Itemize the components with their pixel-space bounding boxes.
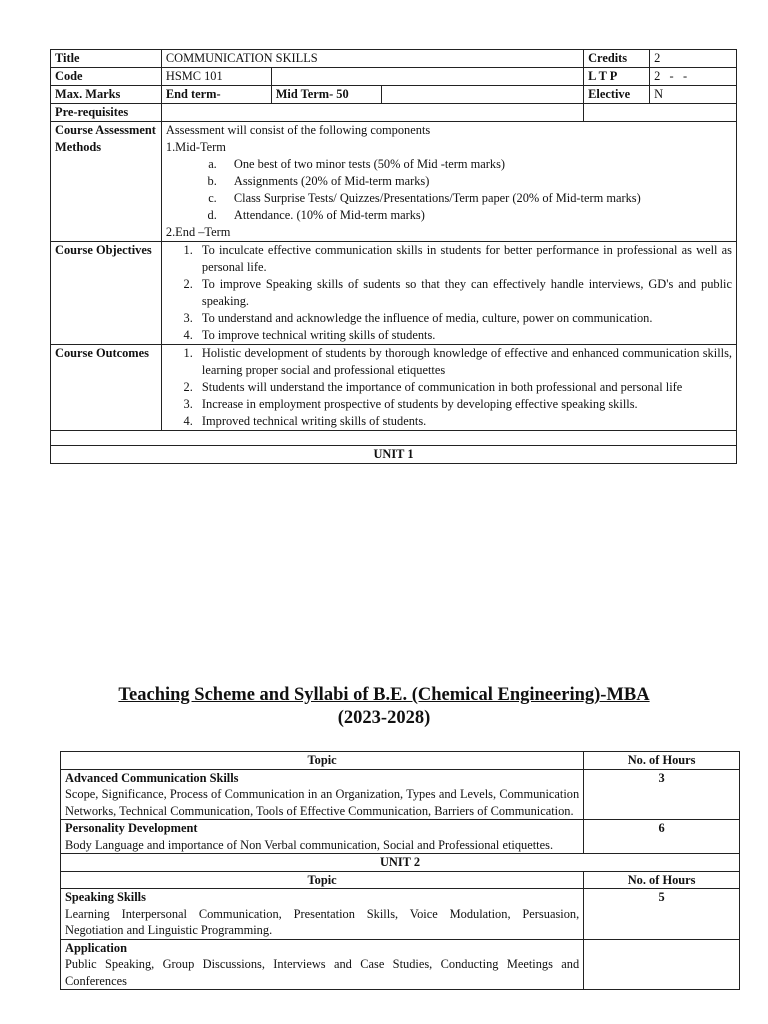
list-item: 2. Students will understand the importance of communication in both professional and personal life xyxy=(196,379,732,396)
prerequisites-empty-cell xyxy=(584,104,737,122)
list-item: 4. To improve technical writing skills of students. xyxy=(196,327,732,344)
list-item: 2. To improve Speaking skills of sudents so that they can effectively handle interviews, GD's and public speaking. xyxy=(196,276,732,310)
title-value: COMMUNICATION SKILLS xyxy=(161,50,583,68)
hours-cell: 5 xyxy=(584,889,740,940)
assessment-mid-term: 1.Mid-Term xyxy=(165,140,226,154)
list-item: 1. Holistic development of students by thorough knowledge of effective and enhanced communication skills, learning proper social and professional etiquettes xyxy=(196,345,732,379)
ltp-label: L T P xyxy=(584,68,650,86)
list-item: a. One best of two minor tests (50% of Mid -term marks) xyxy=(220,156,732,173)
title-label: Title xyxy=(51,50,162,68)
topic-description: Scope, Significance, Process of Communication in an Organization, Types and Levels, Communication Networks, Technical Communication, Tools of Effective Communication, Barriers of Communication. xyxy=(65,787,580,818)
topic-title: Personality Development xyxy=(65,821,198,835)
hours-cell: 6 xyxy=(584,820,740,854)
prerequisites-label: Pre-requisites xyxy=(51,104,162,122)
list-item: c. Class Surprise Tests/ Quizzes/Presentations/Term paper (20% of Mid-term marks) xyxy=(220,190,732,207)
table-row xyxy=(61,820,740,854)
max-marks-label: Max. Marks xyxy=(51,86,162,104)
elective-label: Elective xyxy=(584,86,650,104)
prerequisites-value xyxy=(161,104,583,122)
objectives-label: Course Objectives xyxy=(51,242,162,345)
document-heading xyxy=(0,684,768,730)
outcomes-content xyxy=(161,345,736,431)
topic-cell xyxy=(61,820,584,854)
assessment-label: Course Assessment Methods xyxy=(51,122,162,242)
course-info-table xyxy=(50,49,737,464)
outcomes-list xyxy=(166,345,732,430)
table-row xyxy=(61,889,740,940)
topic-cell xyxy=(61,889,584,940)
topic-description: Body Language and importance of Non Verbal communication, Social and Professional etiquettes. xyxy=(65,837,554,852)
topic-cell xyxy=(61,769,584,820)
topic-title: Speaking Skills xyxy=(65,890,146,904)
ltp-value: 2 - - xyxy=(650,68,737,86)
outcomes-label: Course Outcomes xyxy=(51,345,162,431)
hours-header: No. of Hours xyxy=(584,752,740,770)
heading-line-2: (2023-2028) xyxy=(337,708,431,728)
table-row xyxy=(61,769,740,820)
objectives-content xyxy=(161,242,736,345)
hours-cell: 3 xyxy=(584,769,740,820)
hours-cell xyxy=(584,939,740,990)
spacer-row xyxy=(51,431,737,446)
credits-label: Credits xyxy=(584,50,650,68)
topic-title: Application xyxy=(65,940,127,955)
topic-description: Learning Interpersonal Communication, Presentation Skills, Voice Modulation, Persuasion, Negotiation and Linguistic Programming. xyxy=(65,906,580,937)
unit-2-label: UNIT 2 xyxy=(61,854,740,872)
heading-line-1: Teaching Scheme and Syllabi of B.E. (Chemical Engineering)-MBA xyxy=(118,685,650,705)
list-item: 3. Increase in employment prospective of students by developing effective speaking skills. xyxy=(196,396,732,413)
code-label: Code xyxy=(51,68,162,86)
table-row xyxy=(61,939,740,990)
list-item: b. Assignments (20% of Mid-term marks) xyxy=(220,173,732,190)
assessment-end-term: 2.End –Term xyxy=(165,225,231,239)
unit-1-label: UNIT 1 xyxy=(51,446,737,464)
list-item: d. Attendance. (10% of Mid-term marks) xyxy=(220,207,732,224)
syllabus-table xyxy=(60,751,740,990)
list-item: 3. To understand and acknowledge the influence of media, culture, power on communication. xyxy=(196,310,732,327)
topic-header: Topic xyxy=(61,871,584,889)
topic-title: Advanced Communication Skills xyxy=(65,770,239,785)
assessment-intro: Assessment will consist of the following components xyxy=(165,123,431,137)
objectives-list xyxy=(166,242,732,344)
mid-term-marks: Mid Term- 50 xyxy=(271,86,381,104)
end-term-marks: End term- xyxy=(161,86,271,104)
code-empty-cell xyxy=(271,68,583,86)
topic-description: Public Speaking, Group Discussions, Interviews and Case Studies, Conducting Meetings and Conferences xyxy=(65,957,580,988)
assessment-list xyxy=(166,156,732,224)
credits-value: 2 xyxy=(650,50,737,68)
list-item: 4. Improved technical writing skills of students. xyxy=(196,413,732,430)
elective-value: N xyxy=(650,86,737,104)
assessment-content xyxy=(161,122,736,242)
marks-empty-cell xyxy=(381,86,584,104)
hours-header: No. of Hours xyxy=(584,871,740,889)
topic-cell xyxy=(61,939,584,990)
list-item: 1. To inculcate effective communication skills in students for better performance in professional as well as personal life. xyxy=(196,242,732,276)
code-value: HSMC 101 xyxy=(161,68,271,86)
topic-header: Topic xyxy=(61,752,584,770)
